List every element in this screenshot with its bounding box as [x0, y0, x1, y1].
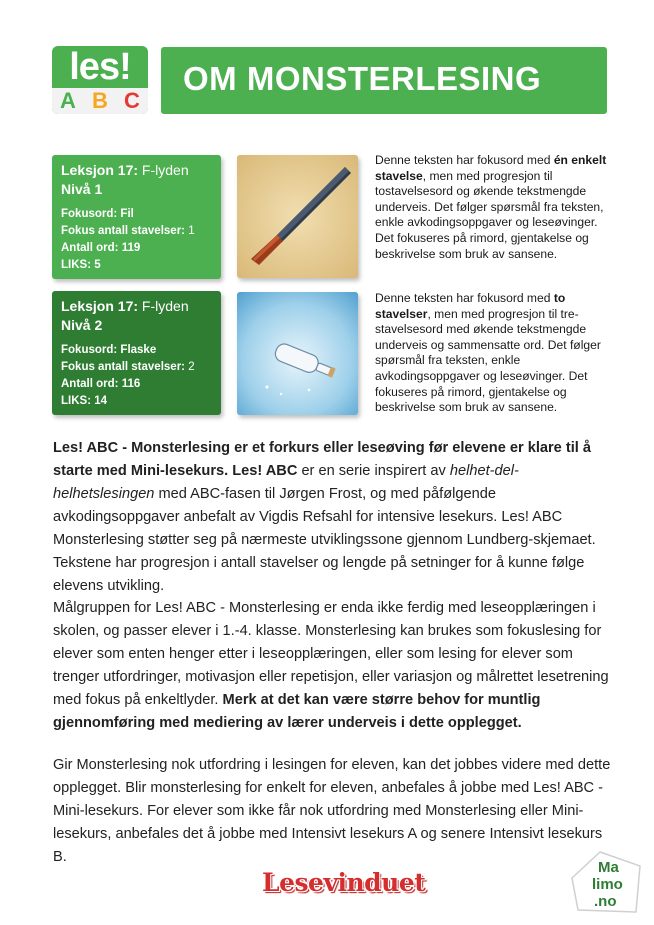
- les-abc-logo: [52, 46, 148, 114]
- logo-letter-a: A: [60, 88, 76, 113]
- malimo-logo: [570, 848, 644, 918]
- meta-label: Fokus antall stavelser:: [61, 225, 189, 237]
- malimo-line-3: .no: [594, 893, 617, 910]
- desc-text: , men med progresjon til tostavelsesord og økende tekstmengde underveis. Det følger spørsmål fra teksten, enkle avkodingsoppgaver og leseøvinger. Det fokuseres på rimord, gjentakelse og beskrivelse som bruk av sansene.: [375, 168, 604, 261]
- malimo-line-1: Ma: [598, 859, 619, 876]
- lesson-card-level-1: [52, 155, 221, 279]
- title-banner: [161, 47, 607, 114]
- meta-label: Fokusord:: [61, 344, 121, 356]
- meta-liks: [61, 393, 217, 410]
- para-bold: Les! ABC - Monsterlesing er et forkurs eller leseøving før elevene er klare til å starte med Mini-lesekurs. Les! ABC: [53, 440, 591, 479]
- meta-value: Fil: [120, 208, 134, 220]
- meta-label: LIKS:: [61, 259, 95, 271]
- para-text: Gir Monsterlesing nok utfordring i lesingen for eleven, kan det jobbes videre med dette opplegget. Blir monsterlesing for enkelt for eleven, anbefales å jobbe med Les! ABC - Mini-lesekurs. For elever som ikke får nok utfordring med Monsterlesing eller Mini-lesekurs, anbefales det å jobbe med Intensivt lesekurs A og senere Intensivt lesekurs B.: [53, 757, 611, 865]
- lesson-description-level-2: [375, 291, 615, 416]
- lesson-card-heading: [61, 161, 217, 199]
- lesson-card-level-2: [52, 291, 221, 415]
- file-tool-illustration: [237, 155, 358, 278]
- desc-emphasis: én enkelt stavelse: [375, 153, 607, 183]
- page-title: OM MONSTERLESING: [183, 60, 542, 97]
- meta-label: Antall ord:: [61, 242, 122, 254]
- next-steps-paragraph: [53, 754, 613, 869]
- para-bold: Merk at det kan være større behov for muntlig gjennomføring med mediering av lærer underveis i dette opplegget.: [53, 692, 541, 731]
- malimo-line-2: limo: [592, 876, 623, 893]
- intro-paragraph: [53, 437, 613, 598]
- meta-value: 1: [188, 225, 195, 237]
- meta-value: 5: [94, 259, 101, 271]
- meta-value: 2: [188, 361, 195, 373]
- para-text: Målgruppen for Les! ABC - Monsterlesing er enda ikke ferdig med leseopplæringen i skolen, og passer elever i 1.-4. klasse. Monsterlesing kan brukes som fokuslesing for elever som enten henger etter i leseopplæringen, eller som lesing for elever som trenger utfordringer, motivasjon eller repetisjon, eller variasjon og målrettet lesetrening med fokus på enkeltlyder.: [53, 600, 609, 708]
- lesson-title-rest: F-lyden: [138, 162, 189, 178]
- logo-letter-c: C: [124, 88, 140, 113]
- meta-focus-word: [61, 342, 217, 359]
- desc-text: Denne teksten har fokusord med: [375, 153, 554, 167]
- meta-word-count: [61, 376, 217, 393]
- para-text: er en serie inspirert av: [297, 463, 450, 479]
- meta-syllables: [61, 359, 217, 376]
- meta-label: LIKS:: [61, 395, 95, 407]
- bottle-in-water-image: [237, 292, 358, 415]
- meta-value: 14: [94, 395, 108, 407]
- lesson-description-level-1: [375, 153, 615, 262]
- lesson-level: Nivå 2: [61, 317, 103, 333]
- file-tool-image: [237, 155, 358, 278]
- meta-value: 119: [121, 242, 141, 254]
- para-text: med ABC-fasen til Jørgen Frost, og med påfølgende avkodingsoppgaver anbefalt av Vigdis Refsahl for intensive lesekurs. Les! ABC Monsterlesing støtter seg på nærmeste utviklingssone gjennom Lundberg-skjemaet. Tekstene har progresjon i antall stavelser og lengde på setninger for å kunne følge elevens utvikling.: [53, 486, 596, 594]
- desc-text: Denne teksten har fokusord med: [375, 291, 554, 305]
- meta-syllables: [61, 223, 217, 240]
- logo-abc-letters: [52, 88, 148, 114]
- para-italic: helhet-del-helhetslesingen: [53, 463, 519, 502]
- lesson-level: Nivå 1: [61, 181, 103, 197]
- lesson-meta: [61, 342, 217, 410]
- meta-label: Fokusord:: [61, 208, 121, 220]
- logo-letter-b: B: [92, 88, 108, 113]
- lesson-title-bold: Leksjon 17:: [61, 162, 139, 178]
- desc-text: , men med progresjon til tre-stavelsesord med økende tekstmengde underveis og sammensatte ord. Det følger spørsmål fra teksten, enkle avkodingsoppgaver og leseøvinger. Det fokuseres på rimord, gjentakelse og beskrivelse som bruk av sansene.: [375, 306, 601, 415]
- lesevinduet-logo: Lesevinduet: [262, 868, 426, 897]
- meta-label: Fokus antall stavelser:: [61, 361, 189, 373]
- desc-emphasis: to stavelser: [375, 291, 566, 321]
- lesson-title-bold: Leksjon 17:: [61, 298, 139, 314]
- target-group-paragraph: [53, 597, 613, 735]
- lesson-card-heading: [61, 297, 217, 335]
- meta-label: Antall ord:: [61, 378, 122, 390]
- bottle-illustration: [237, 292, 358, 415]
- logo-les-text: les!: [69, 46, 131, 88]
- lesson-meta: [61, 206, 217, 274]
- meta-value: 116: [121, 378, 141, 390]
- lesson-title-rest: F-lyden: [138, 298, 189, 314]
- meta-value: Flaske: [120, 344, 157, 356]
- meta-liks: [61, 257, 217, 274]
- meta-focus-word: [61, 206, 217, 223]
- meta-word-count: [61, 240, 217, 257]
